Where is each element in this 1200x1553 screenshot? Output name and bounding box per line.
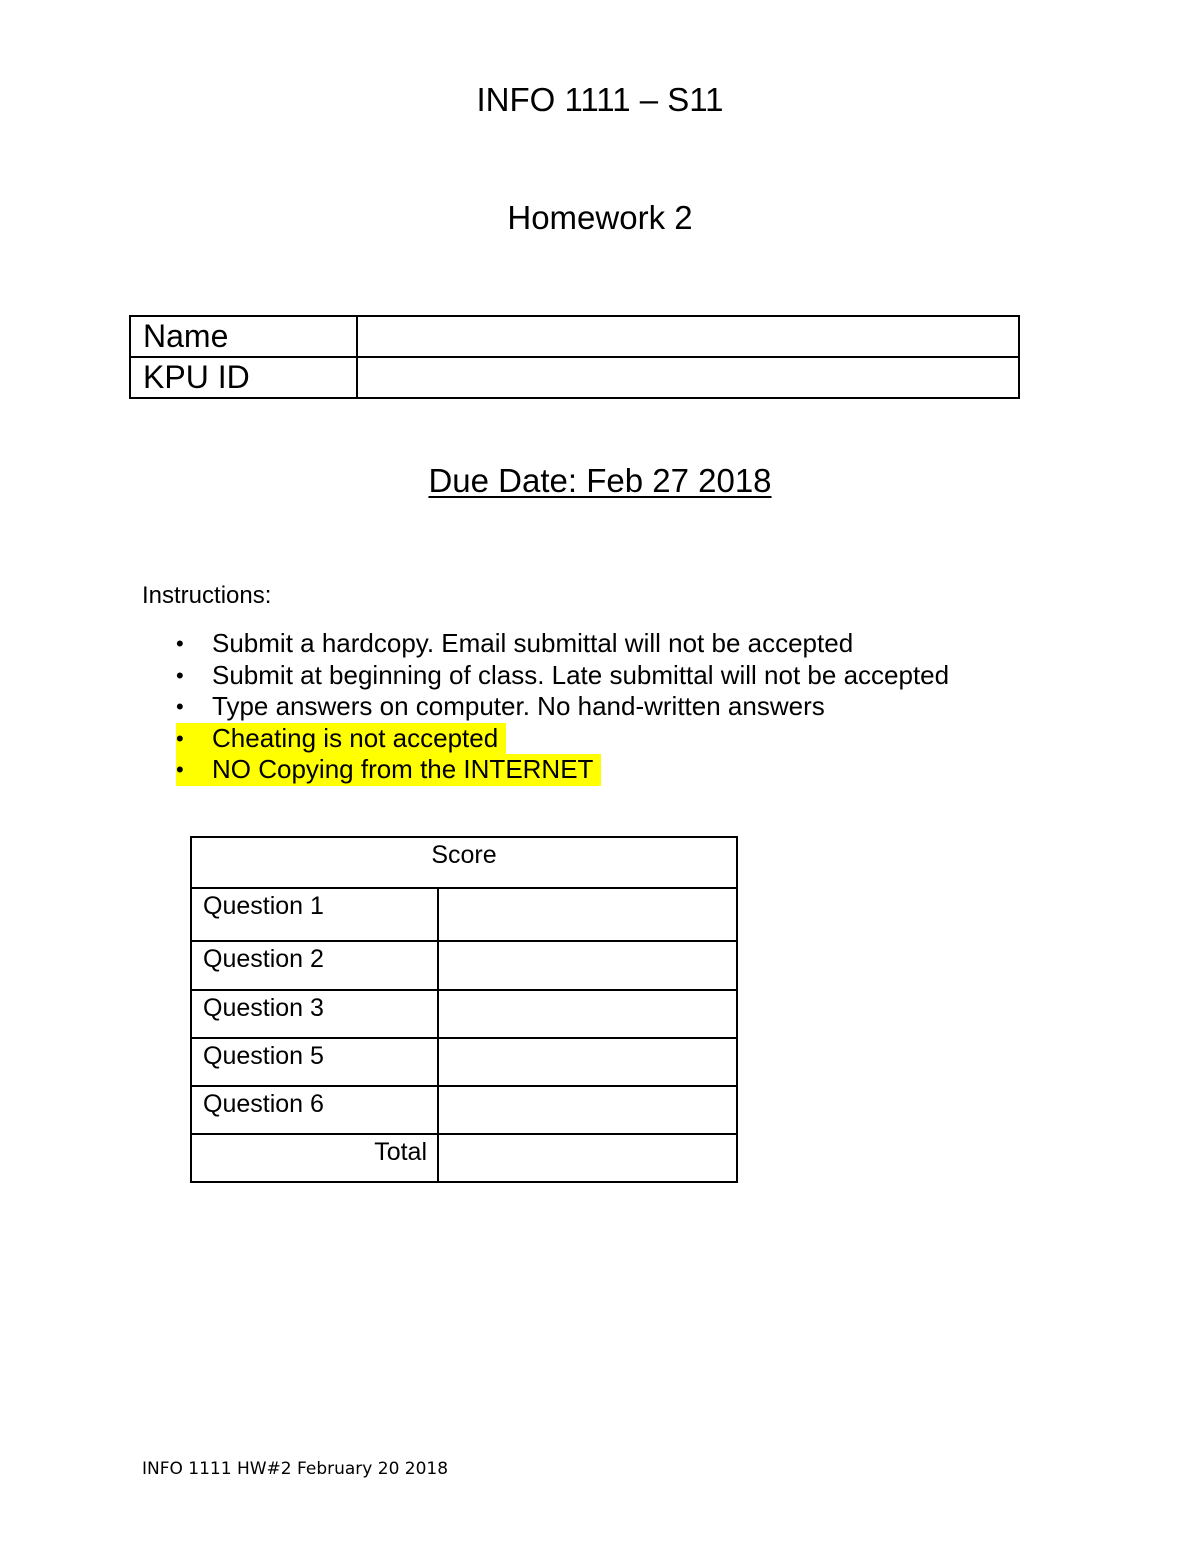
instructions-list [176,628,949,786]
page-footer: INFO 1111 HW#2 February 20 2018 [142,1459,449,1479]
table-row [191,1134,737,1182]
instruction-text: Type answers on computer. No hand-written answers [212,691,825,721]
question-score [438,941,737,990]
question-score [438,888,737,941]
student-id-table [129,315,1020,399]
instruction-text: Submit at beginning of class. Late submittal will not be accepted [212,659,950,690]
list-item [176,691,949,723]
instruction-text: Cheating is not accepted [212,722,499,753]
total-score [438,1134,737,1182]
question-label: Question 3 [191,990,438,1038]
table-row [130,316,1019,357]
question-score [438,1086,737,1134]
question-label: Question 5 [191,1038,438,1086]
list-item-highlighted [176,754,601,786]
instructions-heading: Instructions: [142,582,272,609]
list-item-highlighted [176,723,506,755]
score-table [190,836,738,1183]
score-header: Score [191,837,737,888]
name-label: Name [130,316,357,357]
due-date-text: Due Date: Feb 27 2018 [428,462,772,499]
table-row [191,888,737,941]
question-label: Question 1 [191,888,438,941]
table-row [191,990,737,1038]
kpu-id-label: KPU ID [130,357,357,398]
instruction-text: NO Copying from the INTERNET [212,754,594,784]
bullet-icon: • [176,662,184,688]
table-row [191,1038,737,1086]
list-item [176,660,949,692]
total-label: Total [191,1134,438,1182]
bullet-icon: • [176,725,184,751]
bullet-icon: • [176,757,184,782]
table-header-row [191,837,737,888]
question-score [438,1038,737,1086]
table-row [130,357,1019,398]
kpu-id-field [357,357,1019,398]
name-field [357,316,1019,357]
due-date-line [0,461,1200,501]
bullet-icon: • [176,631,184,656]
list-item [176,628,949,660]
question-label: Question 6 [191,1086,438,1134]
question-label: Question 2 [191,941,438,990]
question-score [438,990,737,1038]
instruction-text: Submit a hardcopy. Email submittal will not be accepted [212,628,854,658]
table-row [191,1086,737,1134]
bullet-icon: • [176,694,184,719]
homework-title: Homework 2 [507,199,693,236]
table-row [191,941,737,990]
course-title: INFO 1111 – S11 [476,81,724,118]
